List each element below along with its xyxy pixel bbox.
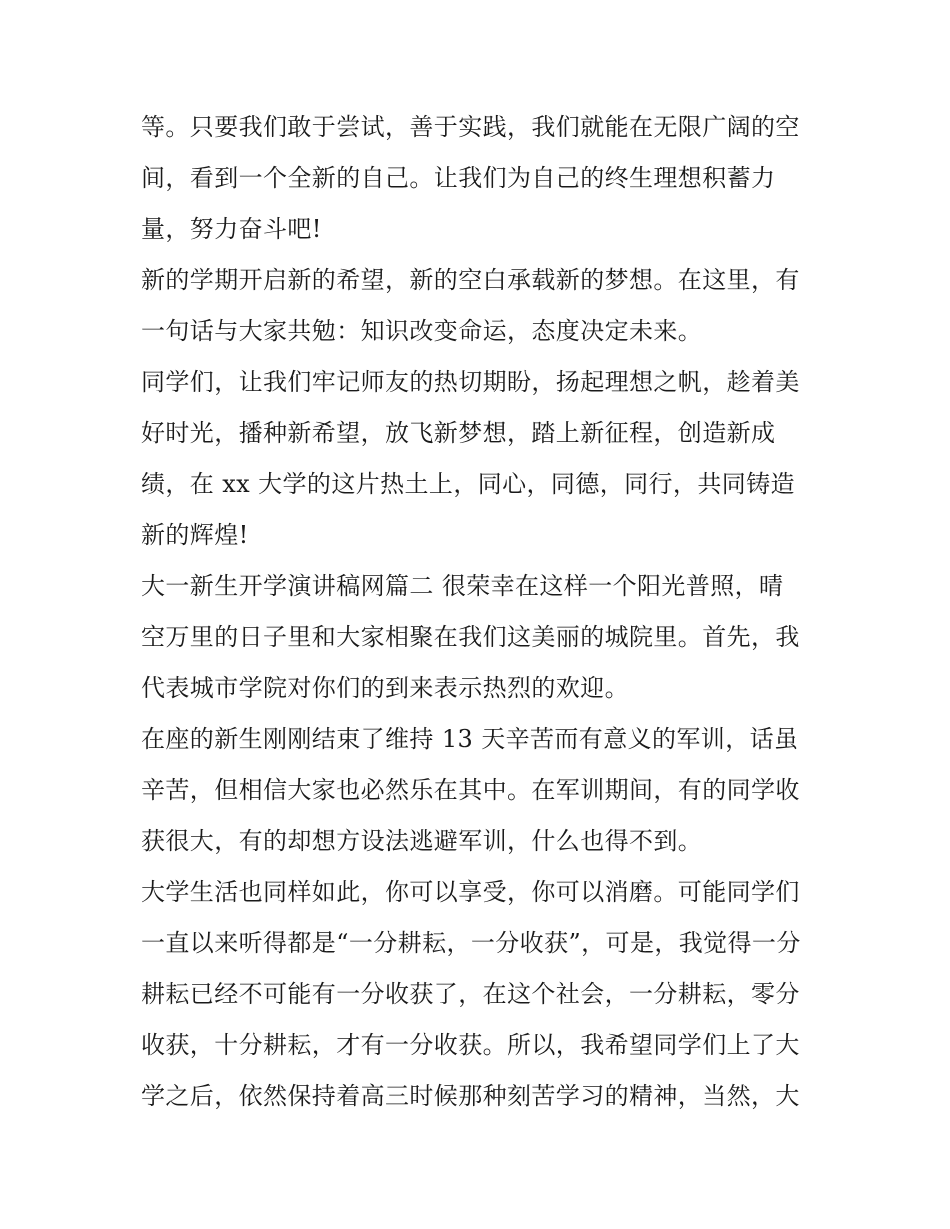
text-line: 收获，十分耕耘，才有一分收获。所以，我希望同学们上了大 xyxy=(141,1031,800,1059)
text-line: 代表城市学院对你们的到来表示热烈的欢迎。 xyxy=(141,674,629,702)
text-line: 学之后，依然保持着高三时候那种刻苦学习的精神，当然，大 xyxy=(141,1082,800,1110)
text-line: 量，努力奋斗吧! xyxy=(141,215,322,243)
text-line: 在座的新生刚刚结束了维持 13 天辛苦而有意义的军训，话虽 xyxy=(141,725,799,753)
text-line: 新的辉煌! xyxy=(141,521,249,549)
text-line: 获很大，有的却想方设法逃避军训，什么也得不到。 xyxy=(141,827,703,855)
text-line: 辛苦，但相信大家也必然乐在其中。在军训期间，有的同学收 xyxy=(141,776,800,804)
text-line: 大学生活也同样如此，你可以享受，你可以消磨。可能同学们 xyxy=(141,878,800,906)
text-line: 一直以来听得都是“一分耕耘，一分收获”，可是，我觉得一分 xyxy=(141,929,801,957)
text-line: 好时光，播种新希望，放飞新梦想，踏上新征程，创造新成 xyxy=(141,419,776,447)
text-line: 绩，在 xx 大学的这片热土上，同心，同德，同行，共同铸造 xyxy=(141,470,795,498)
text-line: 间，看到一个全新的自己。让我们为自己的终生理想积蓄力 xyxy=(141,164,776,192)
document-body xyxy=(141,102,821,1122)
text-line: 同学们，让我们牢记师友的热切期盼，扬起理想之帆，趁着美 xyxy=(141,368,800,396)
text-line: 等。只要我们敢于尝试，善于实践，我们就能在无限广阔的空 xyxy=(141,113,800,141)
text-line: 新的学期开启新的希望，新的空白承载新的梦想。在这里，有 xyxy=(141,266,800,294)
text-line: 耕耘已经不可能有一分收获了，在这个社会，一分耕耘，零分 xyxy=(141,980,800,1008)
text-line: 大一新生开学演讲稿网篇二 很荣幸在这样一个阳光普照，晴 xyxy=(141,572,784,600)
text-line: 空万里的日子里和大家相聚在我们这美丽的城院里。首先，我 xyxy=(141,623,800,651)
text-line: 一句话与大家共勉：知识改变命运，态度决定未来。 xyxy=(141,317,703,345)
